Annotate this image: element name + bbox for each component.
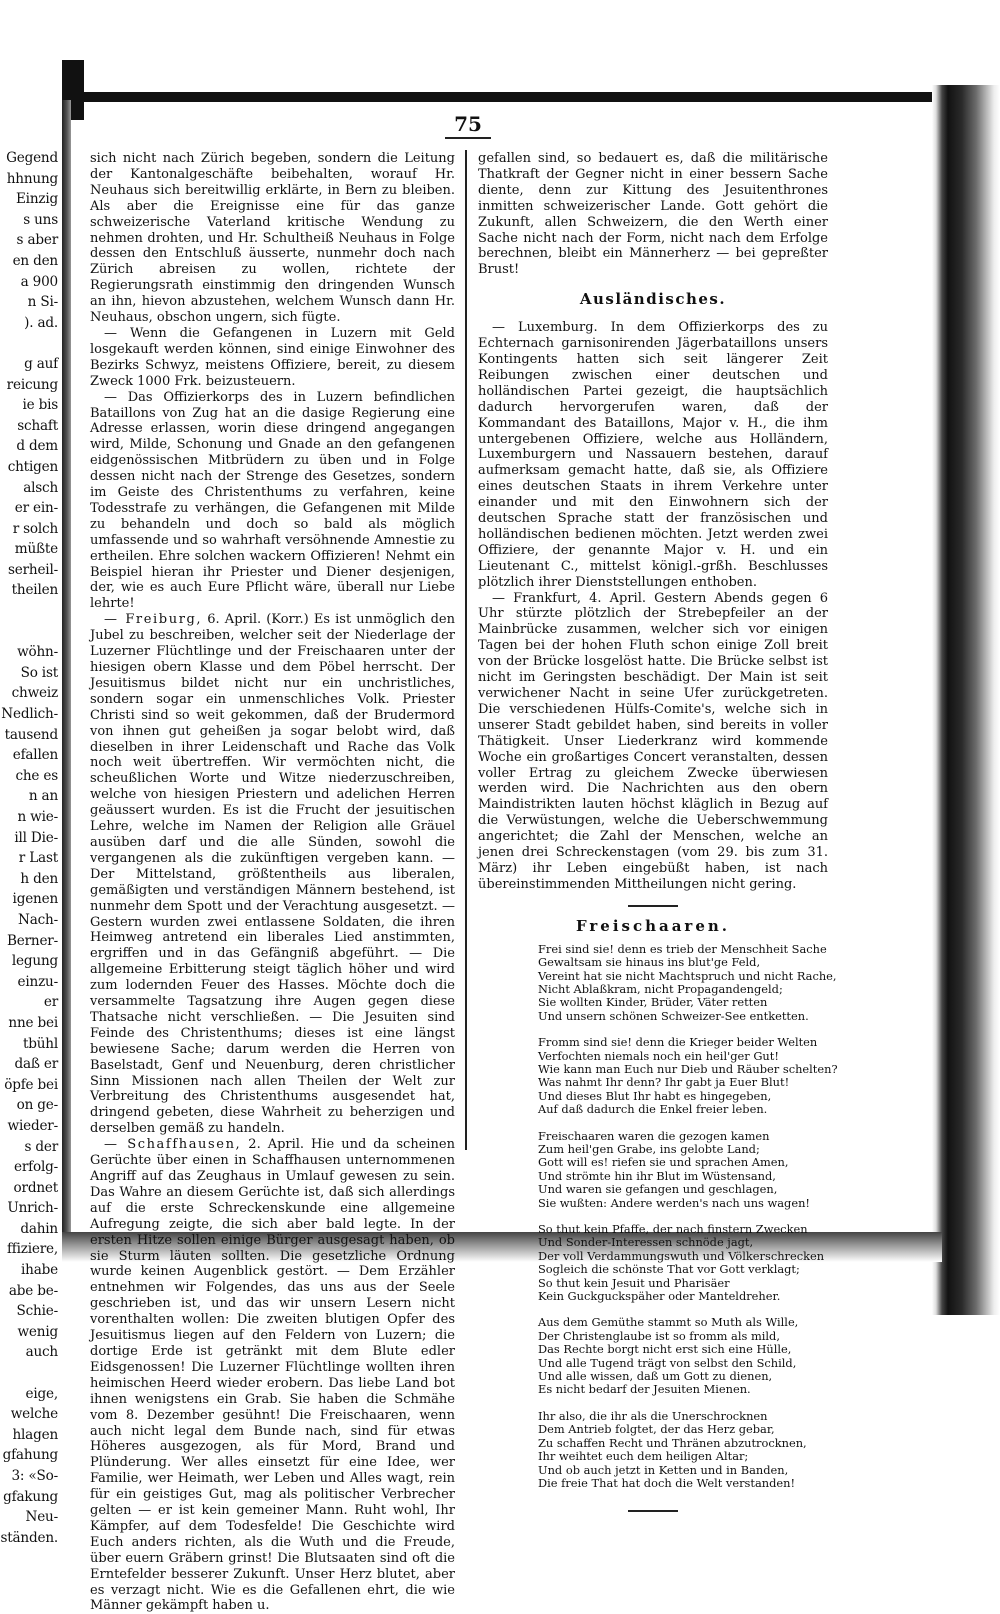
sliver-line: d dem <box>16 438 58 455</box>
sliver-line: chtigen <box>7 458 58 475</box>
poem-line: Fromm sind sie! denn die Krieger beider Welten <box>538 1035 818 1050</box>
poem-stanza <box>538 1223 828 1303</box>
poem-stanza <box>538 1316 828 1396</box>
sliver-line: schaft <box>17 417 58 434</box>
sliver-line <box>0 601 58 622</box>
sliver-line: So ist <box>20 664 58 681</box>
poem-line: Zu schaffen Recht und Thränen abzutrocknen, <box>538 1435 807 1450</box>
sliver-line <box>0 333 58 354</box>
poem-line: Dem Antrieb folgtet, der das Herz gebar, <box>538 1422 775 1437</box>
sliver-line: n wie- <box>17 809 58 825</box>
sliver-line: nne bei <box>8 1014 58 1031</box>
sliver-line: wieder- <box>7 1117 58 1134</box>
sliver-line: müßte <box>14 541 58 558</box>
right-column <box>478 151 838 1512</box>
sliver-line: Schie- <box>16 1303 58 1320</box>
poem-stanza <box>538 941 837 1023</box>
binding-shadow <box>62 100 71 1235</box>
sliver-line: efallen <box>12 747 58 764</box>
sliver-line: s uns <box>23 211 58 228</box>
sliver-line: daß er <box>14 1056 58 1073</box>
poem-line: Das Rechte borgt nicht erst sich eine Hülle, <box>538 1342 792 1357</box>
sliver-line: Nach- <box>18 911 58 928</box>
poem-line: Sie wollten Kinder, Brüder, Väter retten <box>538 995 768 1010</box>
poem-line: Zum heil'gen Grabe, ins gelobte Land; <box>538 1141 760 1156</box>
sliver-line: h den <box>20 870 58 887</box>
poem-line: Und dieses Blut Ihr habt es hingegeben, <box>538 1088 772 1103</box>
sliver-line: serheil- <box>7 561 58 578</box>
sliver-line: hhnung <box>6 170 58 187</box>
sliver-line: wenig <box>17 1323 58 1340</box>
sliver-line: r solch <box>12 520 58 537</box>
paragraph-text: — Frankfurt, 4. April. Gestern Abends gegen 6 Uhr stürzte plötzlich der Strebepfeiler an der Mainbrücke zusammen, welcher sich vor einigen Tagen bei der hohen Fluth schon einige Zoll breit von der Brücke losgelöst hatte. Die Brücke selbst ist nicht im Geringsten beschädigt. Der Main ist seit verwichener Nacht in seine Ufer zurückgetreten. Die verschiedenen Hülfs-Comite's, welche sich in unserer Stadt gebildet haben, sind bereits in voller Thätigkeit. Unser Liederkranz wird kommende Woche ein großartiges Concert veranstalten, dessen voller Ertrag zu gleichem Zwecke überwiesen werden wird. Die Nachrichten aus den obern Maindistrikten lauten höchst kläglich in Bezug auf die Verwüstungen, welche die Ueberschwemmung angerichtet; die Zahl der Menschen, welche an jenen drei Schreckenstagen (vom 29. bis zum 31. März) ihr Leben eingebüßt haben, ist nach übereinstimmenden Mittheilungen nicht gering. <box>478 590 828 892</box>
poem-line: Verfochten niemals noch ein heil'ger Gut! <box>538 1048 779 1063</box>
poem-stanza <box>538 1035 838 1117</box>
sliver-line: dahin <box>20 1220 58 1237</box>
sliver-line: n Si- <box>27 294 58 311</box>
poem-line: Wie kann man Euch nur Dieb und Räuber schelten? <box>538 1061 838 1076</box>
poem-line: Vereint hat sie nicht Machtspruch und nicht Rache, <box>538 968 837 983</box>
sliver-line: Berner- <box>6 932 58 949</box>
sliver-line: en den <box>12 252 58 269</box>
sliver-line: reicung <box>6 376 58 393</box>
poem-line: So thut kein Pfaffe, der nach finstern Zwecken <box>538 1222 808 1236</box>
scan-top-edge <box>62 92 972 102</box>
end-rule <box>628 1510 678 1512</box>
page-number-rule <box>445 137 491 139</box>
sliver-line: che es <box>15 767 58 784</box>
sliver-line: tbühl <box>22 1035 58 1052</box>
sliver-line: ihabe <box>21 1262 58 1279</box>
sliver-line: 3: «So- <box>11 1468 58 1484</box>
poem-line: Frei sind sie! denn es trieb der Menschheit Sache <box>538 941 827 956</box>
article-paragraph <box>478 320 828 590</box>
sliver-line: auch <box>25 1344 58 1361</box>
left-column <box>90 151 455 1614</box>
paragraph-text: 6. April. (Korr.) Es ist unmöglich den Jubel zu beschreiben, welcher seit der Niederlage der Luzerner Flüchtlinge und der Freischaaren unter der hiesigen obern Klasse und dem Pöbel herrscht. Der Jesuitismus bildet nicht nur ein unchristliches, sondern sogar ein unmenschliches Volk. Priester Christi sind so weit gekommen, daß der Brudermord von ihnen gut geheißen ja sogar belobt wird, daß dieselben in ihrer Leidenschaft und Rache das Volk noch weit übertreffen. Wir vermöchten nicht, die scheußlichen Worte und Witze niederzuschreiben, welche von hiesigen Priestern und adelichen Herren geäussert wurden. Es ist die Frucht der jesuitischen Lehre, welche im Namen der Religion alle Gräuel ausüben darf und die alle Sünden, sowohl die vergangenen als die zukünftigen vergeben kann. — Der Mittelstand, größtentheils aus liberalen, gemäßigten und verständigen Männern bestehend, ist nunmehr dem Spott und der Verachtung ausgesetzt. — Gestern wurden zwei entlassene Soldaten, die ihren Heimweg antretend ein liberales Lied anstimmten, ergriffen und in das Gefängniß abgeführt. — Die allgemeine Erbitterung steigt täglich höher und wird zum lodernden Feuer des Hasses. Möchte doch die versammelte Tagsatzung ihre Augen gegen diese Thatsache nicht verschließen. — Die Jesuiten sind Feinde des Christenthums; dieses ist eine längst bewiesene Sache; darum werden die Herren von Baselstadt, Genf und Neuenburg, deren christlicher Sinn Missionen nach allen Theilen der Welt zur Verbreitung des Christenthums ausgesendet hat, dringend gebeten, diese Wahrheit zu beherzigen und derselben gemäß zu handeln. <box>90 612 455 1137</box>
sliver-line: g auf <box>24 355 58 372</box>
poem-line: Der Christenglaube ist so fromm als mild, <box>538 1328 780 1343</box>
sliver-line: n an <box>28 788 58 805</box>
poem-line: Sogleich die schönste That vor Gott verklagt; <box>538 1262 800 1277</box>
sliver-line: wöhn- <box>17 644 58 661</box>
article-paragraph <box>90 612 455 1137</box>
poem-line: Es nicht bedarf der Jesuiten Mienen. <box>538 1382 751 1397</box>
sliver-line: welche <box>10 1406 58 1423</box>
poem-line: Gott will es! riefen sie und sprachen Amen, <box>538 1155 789 1170</box>
poem-line: Und waren sie gefangen und geschlagen, <box>538 1182 778 1197</box>
article-paragraph <box>90 390 455 613</box>
paragraph-text: — Luxemburg. In dem Offizierkorps des zu Echternach garnisonirenden Jägerbataillons unsers Kontingents hatten sich seit längerer Zeit Reibungen zwischen einer deutschen und holländischen Partei gezeigt, die hauptsächlich dadurch hervorgerufen waren, daß der Kommandant des Bataillons, Major v. H., die ihm untergebenen Offiziere, welche aus Holländern, Luxemburgern und Nassauern bestehen, darauf aufmerksam gemacht hatte, daß sie, als Offiziere eines deutschen Staats in ihrem Verkehre unter einander und mit den Einwohnern sich der deutschen Sprache statt der französischen und holländischen bedienen möchten. Jetzt werden zwei Offiziere, der genannte Major v. H. und ein Lieutenant C., mittelst königl.-grßh. Beschlusses plötzlich ihrer Dienststellungen enthoben. <box>478 320 828 590</box>
sliver-line: erfolg- <box>13 1159 58 1176</box>
sliver-line: Einzig <box>15 191 58 208</box>
poem-line: Und alle Tugend trägt von selbst den Schild, <box>538 1355 797 1370</box>
sliver-line: Nedlich- <box>1 706 58 723</box>
poem-stanza <box>538 1410 828 1490</box>
sliver-line: r Last <box>18 850 58 867</box>
sliver-line: legung <box>11 953 58 970</box>
sliver-line: tausend <box>4 726 58 743</box>
sliver-line: er <box>43 994 58 1011</box>
sliver-line: eige, <box>25 1385 58 1402</box>
sliver-line: er ein- <box>14 500 58 517</box>
poem-line: Und strömte hin ihr Blut im Wüstensand, <box>538 1168 776 1183</box>
previous-page-fragment <box>0 148 58 1546</box>
sliver-line: gfahung <box>2 1447 58 1464</box>
sliver-line: Gegend <box>6 150 58 166</box>
sliver-line <box>0 1363 58 1384</box>
book-edge-shadow <box>932 85 1000 1315</box>
section-divider <box>628 905 678 907</box>
sliver-line: Unrich- <box>7 1200 58 1217</box>
sliver-line: gfakung <box>3 1488 58 1505</box>
sliver-line: ordnet <box>13 1179 58 1196</box>
sliver-line: on ge- <box>16 1097 58 1114</box>
foreign-news <box>478 320 828 893</box>
sliver-line: a 900 <box>20 273 58 290</box>
sliver-line: abe be- <box>8 1282 58 1299</box>
paragraph-text: — Wenn die Gefangenen in Luzern mit Geld losgekauft werden können, sind einige Einwohner des Bezirks Schwyz, meistens Offiziere, bereit, zu diesem Zweck 1000 Frk. beizusteuern. <box>90 325 455 389</box>
poem-line: Und alle wissen, daß um Gott zu dienen, <box>538 1369 773 1384</box>
sliver-line: ständen. <box>0 1529 58 1546</box>
dateline: — Freiburg, <box>104 612 203 628</box>
poem-line: Der voll Verdammungswuth und Völkerschrecken <box>538 1248 825 1263</box>
sliver-line: ). ad. <box>24 314 58 331</box>
continued-paragraph: gefallen sind, so bedauert es, daß die militärische Thatkraft der Gegner nicht in einer bessern Sache diente, denn zur Kittung des Jesuitenthrones inmitten schweizerischer Lande. Gott gehört die Zukunft, allen Schweizern, die den Werth einer Sache nicht nach der Form, nicht nach dem Erfolge berechnen, bleibt ein Männerherz — bei gepreßter Brust! <box>478 151 828 278</box>
article-paragraph <box>90 151 455 326</box>
sliver-line: igenen <box>12 891 58 908</box>
poem-stanza <box>538 1130 828 1210</box>
sliver-line: Neu- <box>25 1509 58 1526</box>
sliver-line: alsch <box>23 479 58 496</box>
poem-line: Freischaaren waren die gezogen kamen <box>538 1128 770 1143</box>
poem-line: Und unsern schönen Schweizer-See entketten. <box>538 1008 809 1023</box>
page-number: 75 <box>454 112 482 136</box>
sliver-line: einzu- <box>17 973 58 990</box>
sliver-line: s der <box>24 1138 58 1155</box>
article-paragraph <box>478 591 828 893</box>
dateline: — Schaffhausen, <box>104 1137 242 1153</box>
sliver-line: s aber <box>16 232 58 249</box>
paragraph-text: 2. April. Hie und da scheinen Gerüchte über einen in Schaffhausen unternommenen Angriff auf das Zeughaus in Umlauf gewesen zu sein. Das Wahre an diesem Gerüchte ist, daß sich allerdings auf die erste Schreckenskunde eine allgemeine Aufregung zeigte, die sich aber bald legte. In der ersten Hitze sollen einige Bürger ausgesagt haben, ob sie Sturm läuten sollten. Die gesetzliche Ordnung wurde keinen Augenblick gestört. — Dem Erzähler entnehmen wir Folgendes, das uns aus der Seele geschrieben ist, und das wir unsern Lesern nicht vorenthalten wollen: Die zweiten blutigen Opfer des Jesuitismus liegen auf den Feldern von Luzern; die dortige Erde ist getränkt mit dem Blute edler Eidsgenossen! Die Luzerner Flüchtlinge wollten ihren heimischen Heerd wieder erobern. Das liebe Land bot ihnen wenigstens ein Grab. Sie haben die Schmähe vom 8. Dezember gesühnt! Die Freischaaren, wenn auch nicht legal dem Bunde nach, sind für etwas Höheres ausgezogen, als für Mord, Brand und Plünderung. Wer alles einsetzt für eine Idee, wer Familie, wer Heimath, wer Leben und Alles wagt, rein für ein geistiges Gut, mag als politischer Verbrecher gelten — er ist kein gemeiner Mann. Ruht wohl, Ihr Kämpfer, auf dem Todesfelde! Die Geschichte wird Euch anders richten, als die Wuth und die Freude, über euern Gräbern grinst! Die Blutsaaten sind oft die Erntefelder besserer Zukunft. Unser Herz blutet, aber es verzagt nicht. Wie es die Gefallenen ehrt, die wie Männer gekämpft haben u. <box>90 1137 455 1614</box>
paragraph-text: — Das Offizierkorps des in Luzern befindlichen Bataillons von Zug hat an die dasige Regierung eine Adresse erlassen, worin diese dringend angegangen wird, Milde, Schonung und Gnade an den gefangenen eidgenössischen Mitbrüdern zu üben und in Folge dessen nicht nach der Strenge des Gesetzes, sondern im Geiste des Christenthums zu verfahren, keine Todesstrafe zu verhängen, die Gefangenen mit Milde zu behandeln und doch so bald als möglich umfassende und so wahrhaft versöhnende Amnestie zu ertheilen. Ehre solchen wackern Offizieren! Nehmt ein Beispiel hieran ihr Priester und Diener desjenigen, der, wie es auch Eure Pflicht wäre, überall nur Liebe lehrte! <box>90 389 455 612</box>
article-paragraph <box>90 1137 455 1614</box>
sliver-line: theilen <box>11 582 58 599</box>
poem-line: Nicht Ablaßkram, nicht Propagandengeld; <box>538 981 783 996</box>
sliver-line: hlagen <box>12 1426 58 1443</box>
paragraph-text: sich nicht nach Zürich begeben, sondern die Leitung der Kantonalgeschäfte beibehalten, worauf Hr. Neuhaus sich bereitwillig erklärte, in Bern zu bleiben. Als aber die Ereignisse eine für das ganze schweizerische Vaterland kritische Wendung zu nehmen drohten, und Hr. Schultheiß Neuhaus in Folge dessen den Entschluß äusserte, nunmehr doch nach Zürich abreisen zu wollen, richtete der Regierungsrath einstimmig den dringenden Wunsch an ihn, hievon abzustehen, welchem Wunsch dann Hr. Neuhaus, obschon ungern, sich fügte. <box>90 151 455 326</box>
poem-line: So thut kein Jesuit und Pharisäer <box>538 1275 730 1290</box>
poem-line: Gewaltsam sie hinaus ins blut'ge Feld, <box>538 955 761 970</box>
poem-line: Sie wußten: Andere werden's nach uns wagen! <box>538 1195 811 1210</box>
column-divider <box>465 150 467 1150</box>
poem-line: Ihr also, die ihr als die Unerschrocknen <box>538 1408 768 1423</box>
poem-line: Und ob auch jetzt in Ketten und in Banden, <box>538 1462 789 1477</box>
sliver-line: öpfe bei <box>4 1076 58 1093</box>
poem-line: Kein Guckguckspäher oder Manteldreher. <box>538 1289 781 1304</box>
poem-title: Freischaaren. <box>575 916 731 935</box>
poem-line: Die freie That hat doch die Welt verstanden! <box>538 1475 796 1490</box>
article-paragraph <box>90 326 455 390</box>
poem-line: Ihr weihtet euch dem heiligen Altar; <box>538 1449 749 1464</box>
poem-line: Auf daß dadurch die Enkel freier leben. <box>538 1102 768 1117</box>
poem-line: Aus dem Gemüthe stammt so Muth als Wille, <box>538 1315 799 1330</box>
poem-line: Was nahmt Ihr denn? Ihr gabt ja Euer Blut! <box>538 1075 790 1090</box>
poem-line: Und Sonder-Interessen schnöde jagt, <box>538 1235 754 1250</box>
sliver-line: ill Die- <box>14 829 58 846</box>
section-heading: Ausländisches. <box>579 290 727 309</box>
sliver-line: ie bis <box>22 397 58 414</box>
poem <box>478 941 838 1491</box>
sliver-line <box>0 622 58 643</box>
sliver-line: chweiz <box>11 685 58 702</box>
sliver-line: ffiziere, <box>6 1241 58 1258</box>
